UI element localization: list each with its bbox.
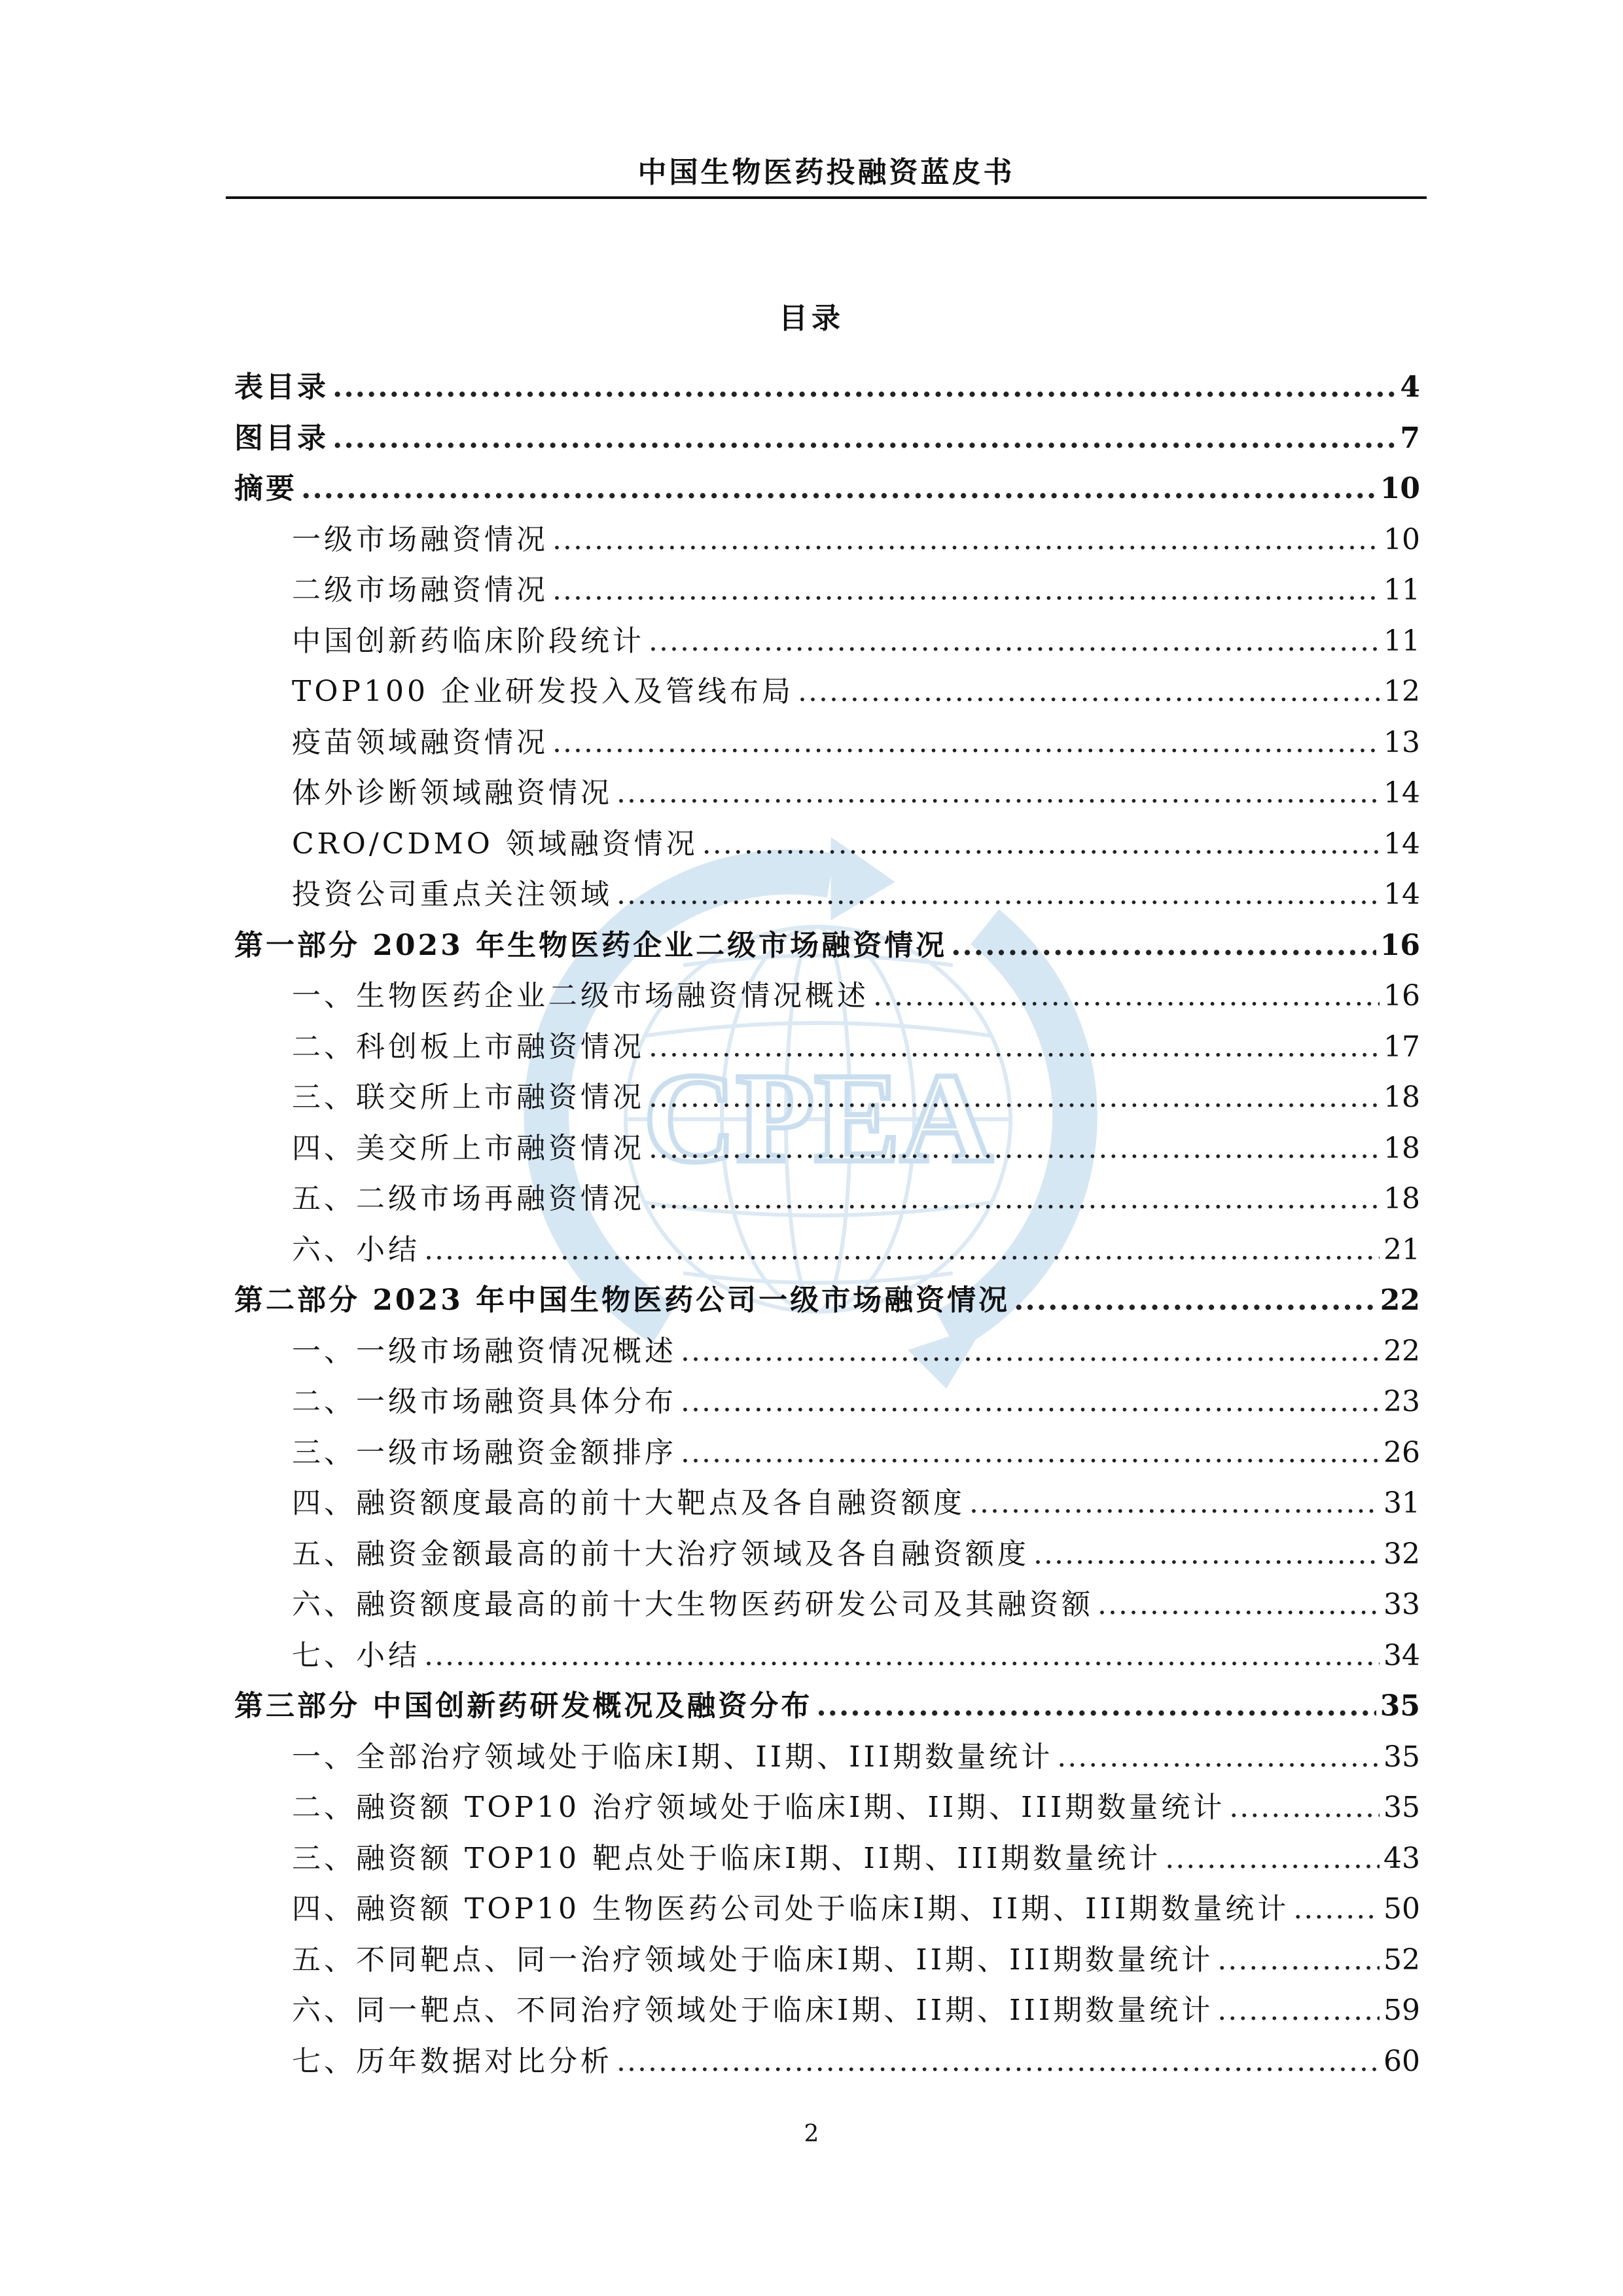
toc-entry[interactable]: [234, 1427, 1420, 1479]
toc-entry-label: 体外诊断领域融资情况: [292, 776, 613, 810]
toc-entry[interactable]: [234, 1884, 1420, 1935]
toc-entry[interactable]: [234, 666, 1420, 717]
toc-title: 目录: [779, 302, 844, 335]
toc-dot-leader: [951, 920, 1376, 971]
toc-entry-label: 投资公司重点关注领域: [292, 878, 613, 911]
toc-dot-leader: [649, 1022, 1380, 1073]
toc-dot-leader: [649, 1174, 1380, 1225]
toc-entry[interactable]: [234, 1529, 1420, 1580]
toc-entry-page: 31: [1383, 1486, 1420, 1520]
toc-entry-label: 三、一级市场融资金额排序: [292, 1435, 677, 1469]
toc-entry-label: 五、不同靶点、同一治疗领域处于临床I期、II期、III期数量统计: [292, 1943, 1214, 1977]
toc-entry[interactable]: [234, 616, 1420, 667]
toc-dot-leader: [301, 463, 1376, 514]
toc-dot-leader: [681, 1427, 1380, 1479]
toc-entry[interactable]: [234, 565, 1420, 616]
toc-entry-label: 图目录: [234, 421, 329, 455]
toc-entry[interactable]: [234, 1022, 1420, 1073]
toc-entry-label: 第三部分 中国创新药研发概况及融资分布: [234, 1689, 813, 1723]
toc-entry-page: 11: [1383, 624, 1420, 658]
toc-dot-leader: [332, 362, 1396, 413]
toc-dot-leader: [702, 819, 1380, 870]
toc-entry-page: 34: [1383, 1638, 1420, 1672]
toc-dot-leader: [424, 1630, 1380, 1681]
toc-entry-label: 六、小结: [292, 1232, 420, 1266]
toc-entry-page: 10: [1380, 472, 1420, 505]
toc-entry[interactable]: [234, 1123, 1420, 1174]
toc-entry-page: 4: [1400, 370, 1420, 404]
toc-entry-page: 21: [1383, 1232, 1420, 1266]
toc-dot-leader: [616, 869, 1380, 920]
toc-entry-page: 16: [1383, 979, 1420, 1013]
toc-entry-label: 七、历年数据对比分析: [292, 2044, 613, 2078]
toc-dot-leader: [616, 2036, 1380, 2087]
toc-entry-page: 32: [1383, 1537, 1420, 1571]
toc-dot-leader: [552, 565, 1380, 616]
toc-entry-label: 二、融资额 TOP10 治疗领域处于临床I期、II期、III期数量统计: [292, 1791, 1226, 1824]
toc-dot-leader: [649, 616, 1380, 667]
toc-entry[interactable]: [234, 971, 1420, 1022]
toc-entry-page: 59: [1383, 1994, 1420, 2027]
toc-dot-leader: [552, 514, 1380, 565]
page-header: [226, 149, 1427, 199]
toc-entry[interactable]: [234, 413, 1420, 464]
toc-entry[interactable]: [234, 1174, 1420, 1225]
toc-entry-label: CRO/CDMO 领域融资情况: [292, 827, 698, 861]
toc-entry[interactable]: [234, 1275, 1420, 1326]
toc-entry-label: 四、融资额度最高的前十大靶点及各自融资额度: [292, 1486, 965, 1520]
toc-entry-page: 35: [1380, 1689, 1420, 1723]
toc-dot-leader: [1217, 1935, 1380, 1986]
toc-entry-page: 7: [1400, 421, 1420, 455]
page-number: 2: [804, 2121, 819, 2147]
toc-dot-leader: [1057, 1732, 1380, 1783]
toc-entry[interactable]: [234, 2036, 1420, 2087]
toc-entry-label: 一、一级市场融资情况概述: [292, 1334, 677, 1368]
toc-entry[interactable]: [234, 1732, 1420, 1783]
toc-entry[interactable]: [234, 1072, 1420, 1123]
toc-entry-page: 35: [1383, 1740, 1420, 1774]
toc-dot-leader: [1229, 1782, 1380, 1833]
toc-dot-leader: [616, 768, 1380, 819]
toc-dot-leader: [1293, 1884, 1380, 1935]
toc-dot-leader: [1165, 1833, 1380, 1884]
toc-entry[interactable]: [234, 1579, 1420, 1630]
toc-entry[interactable]: [234, 1225, 1420, 1276]
toc-entry-page: 12: [1383, 675, 1420, 708]
toc-entry-page: 52: [1383, 1943, 1420, 1977]
toc-entry-label: 二、科创板上市融资情况: [292, 1030, 645, 1064]
toc-entry-label: 三、联交所上市融资情况: [292, 1081, 645, 1114]
toc-entry-page: 18: [1383, 1131, 1420, 1165]
toc-dot-leader: [1033, 1529, 1380, 1580]
toc-dot-leader: [424, 1225, 1380, 1276]
toc-entry[interactable]: [234, 1630, 1420, 1681]
toc-entry-page: 14: [1383, 878, 1420, 911]
toc-dot-leader: [1014, 1275, 1376, 1326]
toc-dot-leader: [681, 1326, 1380, 1377]
toc-entry[interactable]: [234, 819, 1420, 870]
toc-entry-label: 二、一级市场融资具体分布: [292, 1385, 677, 1418]
toc-dot-leader: [816, 1681, 1376, 1732]
toc-entry-label: 摘要: [234, 472, 297, 505]
toc-entry-page: 60: [1383, 2044, 1420, 2078]
toc-entry-page: 16: [1380, 928, 1420, 962]
toc-entry-label: 疫苗领域融资情况: [292, 725, 548, 759]
toc-entry[interactable]: [234, 1985, 1420, 2036]
toc-entry-page: 33: [1383, 1588, 1420, 1621]
toc-dot-leader: [649, 1072, 1380, 1123]
toc-entry-label: 六、融资额度最高的前十大生物医药研发公司及其融资额: [292, 1588, 1094, 1621]
toc-entry-page: 18: [1383, 1081, 1420, 1114]
toc-entry-label: 六、同一靶点、不同治疗领域处于临床I期、II期、III期数量统计: [292, 1994, 1214, 2027]
toc-dot-leader: [332, 413, 1396, 464]
toc-entry[interactable]: [234, 1782, 1420, 1833]
toc-entry-label: 七、小结: [292, 1638, 420, 1672]
toc-entry-label: 四、融资额 TOP10 生物医药公司处于临床I期、II期、III期数量统计: [292, 1892, 1290, 1926]
toc-entry[interactable]: [234, 768, 1420, 819]
toc-entry-page: 11: [1383, 573, 1420, 607]
toc-entry[interactable]: [234, 717, 1420, 768]
toc-entry-label: 第二部分 2023 年中国生物医药公司一级市场融资情况: [234, 1283, 1010, 1317]
toc-dot-leader: [873, 971, 1380, 1022]
toc-list: [234, 362, 1420, 2087]
toc-entry[interactable]: [234, 1326, 1420, 1377]
toc-entry-label: TOP100 企业研发投入及管线布局: [292, 675, 794, 708]
toc-entry-page: 23: [1383, 1385, 1420, 1418]
toc-dot-leader: [1097, 1579, 1380, 1630]
toc-entry-page: 22: [1383, 1334, 1420, 1368]
toc-entry[interactable]: [234, 920, 1420, 971]
toc-entry-label: 表目录: [234, 370, 329, 404]
toc-entry-label: 二级市场融资情况: [292, 573, 548, 607]
toc-entry[interactable]: [234, 463, 1420, 514]
toc-entry-page: 14: [1383, 776, 1420, 810]
toc-entry-label: 五、融资金额最高的前十大治疗领域及各自融资额度: [292, 1537, 1029, 1571]
toc-dot-leader: [969, 1478, 1380, 1529]
toc-entry-page: 35: [1383, 1791, 1420, 1824]
toc-entry[interactable]: [234, 1681, 1420, 1732]
watermark-text: CPEA: [643, 1047, 993, 1189]
toc-entry[interactable]: [234, 514, 1420, 565]
toc-dot-leader: [552, 717, 1380, 768]
toc-dot-leader: [681, 1376, 1380, 1427]
toc-entry-page: 14: [1383, 827, 1420, 861]
toc-entry-label: 一级市场融资情况: [292, 522, 548, 556]
toc-entry-page: 22: [1380, 1283, 1420, 1317]
toc-entry-page: 43: [1383, 1841, 1420, 1875]
toc-entry-page: 18: [1383, 1182, 1420, 1215]
toc-entry-label: 三、融资额 TOP10 靶点处于临床I期、II期、III期数量统计: [292, 1841, 1162, 1875]
toc-entry-label: 第一部分 2023 年生物医药企业二级市场融资情况: [234, 928, 948, 962]
toc-entry[interactable]: [234, 1478, 1420, 1529]
toc-entry[interactable]: [234, 869, 1420, 920]
toc-entry-label: 中国创新药临床阶段统计: [292, 624, 645, 658]
toc-entry-page: 26: [1383, 1435, 1420, 1469]
toc-entry[interactable]: [234, 362, 1420, 413]
toc-dot-leader: [1217, 1985, 1380, 2036]
toc-entry-label: 四、美交所上市融资情况: [292, 1131, 645, 1165]
toc-dot-leader: [649, 1123, 1380, 1174]
toc-entry-page: 50: [1383, 1892, 1420, 1926]
toc-entry-page: 10: [1383, 522, 1420, 556]
toc-entry-page: 13: [1383, 725, 1420, 759]
toc-entry-label: 一、全部治疗领域处于临床I期、II期、III期数量统计: [292, 1740, 1054, 1774]
header-title: 中国生物医药投融资蓝皮书: [637, 156, 1015, 189]
toc-entry[interactable]: [234, 1935, 1420, 1986]
toc-entry-label: 五、二级市场再融资情况: [292, 1182, 645, 1215]
toc-dot-leader: [798, 666, 1380, 717]
toc-entry-page: 17: [1383, 1030, 1420, 1064]
toc-entry-label: 一、生物医药企业二级市场融资情况概述: [292, 979, 869, 1013]
toc-entry[interactable]: [234, 1376, 1420, 1427]
toc-entry[interactable]: [234, 1833, 1420, 1884]
